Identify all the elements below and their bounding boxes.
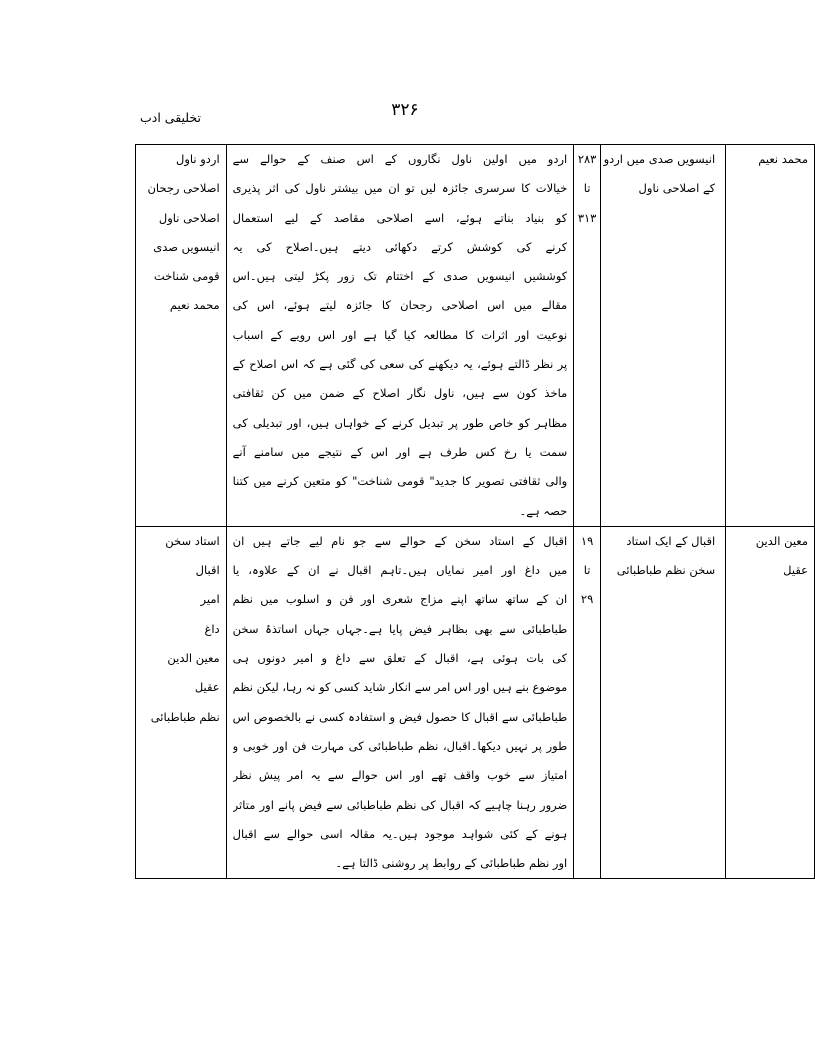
summary-line: کی بات ہوئی ہے، اقبال کے تعلق سے داغ و امیر دونوں ہی	[232, 651, 568, 666]
summary-line: حصہ ہے۔	[519, 503, 568, 518]
summary-line: موضوع بنے ہیں اور اس امر سے انکار شاید کسی کو نہ رہا، لیکن نظم	[232, 680, 568, 695]
summary-line: مقالے میں اس اصلاحی رجحان کا جائزہ لیتے ہوئے، اس کی	[232, 298, 568, 313]
article-index-table	[135, 144, 815, 879]
summary-line: طباطبائی سے بھی بظاہر فیض پایا ہے۔جہاں جہاں اساتذۂ سخن	[232, 621, 568, 636]
summary-line: کرنے کی کوشش کرتے دکھائی دیتے ہیں۔اصلاح کی یہ	[232, 239, 568, 254]
summary-line: طباطبائی سے اقبال کا حصول فیض و استفادہ کسی نے بالخصوص اس	[232, 709, 568, 724]
page-number: ۳۲۶	[391, 100, 419, 120]
page-start: ۲۸۳	[577, 152, 597, 166]
author-name: معین الدین	[755, 533, 808, 548]
keyword: اصلاحی ناول	[158, 210, 220, 225]
summary-line: کو بنیاد بناتے ہوئے، اسے اصلاحی مقاصد کے لیے استعمال	[232, 210, 568, 225]
pages-cell	[574, 526, 601, 879]
page-end: ۲۹	[580, 592, 594, 607]
summary-line: سمت یا رخ کس طرف ہے اور اس کے نتیجے میں سامنے آنے	[232, 444, 568, 459]
keywords-cell	[136, 145, 227, 527]
summary-line: کوششیں انیسویں صدی کے اختتام تک زور پکڑ لیتی ہیں۔اس	[232, 269, 568, 284]
summary-line: نوعیت اور اثرات کا مطالعہ کیا گیا ہے اور اس رویے کے اسباب	[232, 327, 568, 342]
summary-line: ماخذ کون سے ہیں، ناول نگار اصلاح کے ضمن میں کن ثقافتی	[232, 386, 568, 401]
author-name: عقیل	[783, 563, 808, 578]
page-range-separator: تا	[583, 181, 591, 196]
table-row	[136, 526, 815, 879]
keyword: داغ	[204, 621, 220, 636]
keyword: اصلاحی رجحان	[147, 181, 220, 196]
author-name: محمد نعیم	[758, 152, 808, 166]
title-cell	[600, 145, 725, 527]
author-cell	[726, 526, 815, 879]
summary-line: اور نظم طباطبائی کے روابط پر روشنی ڈالتا ہے۔	[335, 856, 568, 871]
summary-line: اقبال کے استاد سخن کے حوالے سے جو نام لیے جاتے ہیں ان	[232, 533, 568, 548]
summary-line: ان کے ساتھ ساتھ اپنے مزاج شعری اور فن و اسلوب میں نظم	[232, 592, 568, 607]
keyword: امیر	[200, 592, 220, 607]
title-cell	[600, 526, 725, 879]
summary-line: میں داغ اور امیر نمایاں ہیں۔تاہم اقبال نے ان کے علاوہ، یا	[232, 563, 568, 578]
summary-line: امتیاز سے خوب واقف تھے اور اس حوالے سے یہ امر پیش نظر	[232, 768, 568, 783]
keyword: استاد سخن	[165, 533, 220, 548]
title-line: انیسویں صدی میں اردو	[603, 152, 716, 166]
keyword: عقیل	[194, 680, 220, 695]
keyword: محمد نعیم	[169, 298, 220, 313]
summary-line: اردو میں اولین ناول نگاروں کے اس صنف کے حوالے سے	[232, 152, 568, 166]
summary-cell	[226, 526, 574, 879]
page-start: ۱۹	[580, 533, 594, 548]
keyword: قومی شناخت	[153, 269, 220, 284]
keywords-cell	[136, 526, 227, 879]
summary-line: ضرور رہنا چاہیے کہ اقبال کی نظم طباطبائی سے فیض پانے اور متاثر	[232, 797, 568, 812]
running-head: تخلیقی ادب	[140, 110, 201, 125]
pages-cell	[574, 145, 601, 527]
table-row	[136, 145, 815, 527]
keyword: معین الدین	[167, 651, 220, 666]
summary-line: طور پر نہیں دیکھا۔اقبال، نظم طباطبائی کی مہارت فن اور خوبی و	[232, 738, 568, 753]
keyword: اقبال	[195, 563, 220, 578]
page-end: ۳۱۳	[577, 210, 597, 225]
summary-line: خیالات کا سرسری جائزہ لیں تو ان میں بیشتر ناول کی اثر پذیری	[232, 181, 568, 196]
author-cell	[726, 145, 815, 527]
summary-line: والی ثقافتی تصویر کا جدید" قومی شناخت" کو متعین کرنے میں کتنا	[232, 474, 568, 489]
title-line: سخن نظم طباطبائی	[616, 563, 716, 578]
keyword: اردو ناول	[175, 152, 220, 166]
summary-line: پر نظر ڈالتے ہوئے، یہ دیکھنے کی سعی کی گئی ہے کہ اس اصلاح کے	[232, 357, 568, 372]
keyword: نظم طباطبائی	[150, 709, 220, 724]
title-line: اقبال کے ایک استاد	[626, 533, 716, 548]
keyword: انیسویں صدی	[153, 239, 220, 254]
summary-cell	[226, 145, 574, 527]
summary-line: ہونے کے کئی شواہد موجود ہیں۔یہ مقالہ اسی حوالے سے اقبال	[232, 826, 568, 841]
title-line: کے اصلاحی ناول	[638, 181, 716, 196]
page-range-separator: تا	[583, 563, 591, 578]
summary-line: مظاہر کو خاص طور پر تبدیل کرنے کے خواہاں ہیں، اور تبدیلی کی	[232, 415, 568, 430]
